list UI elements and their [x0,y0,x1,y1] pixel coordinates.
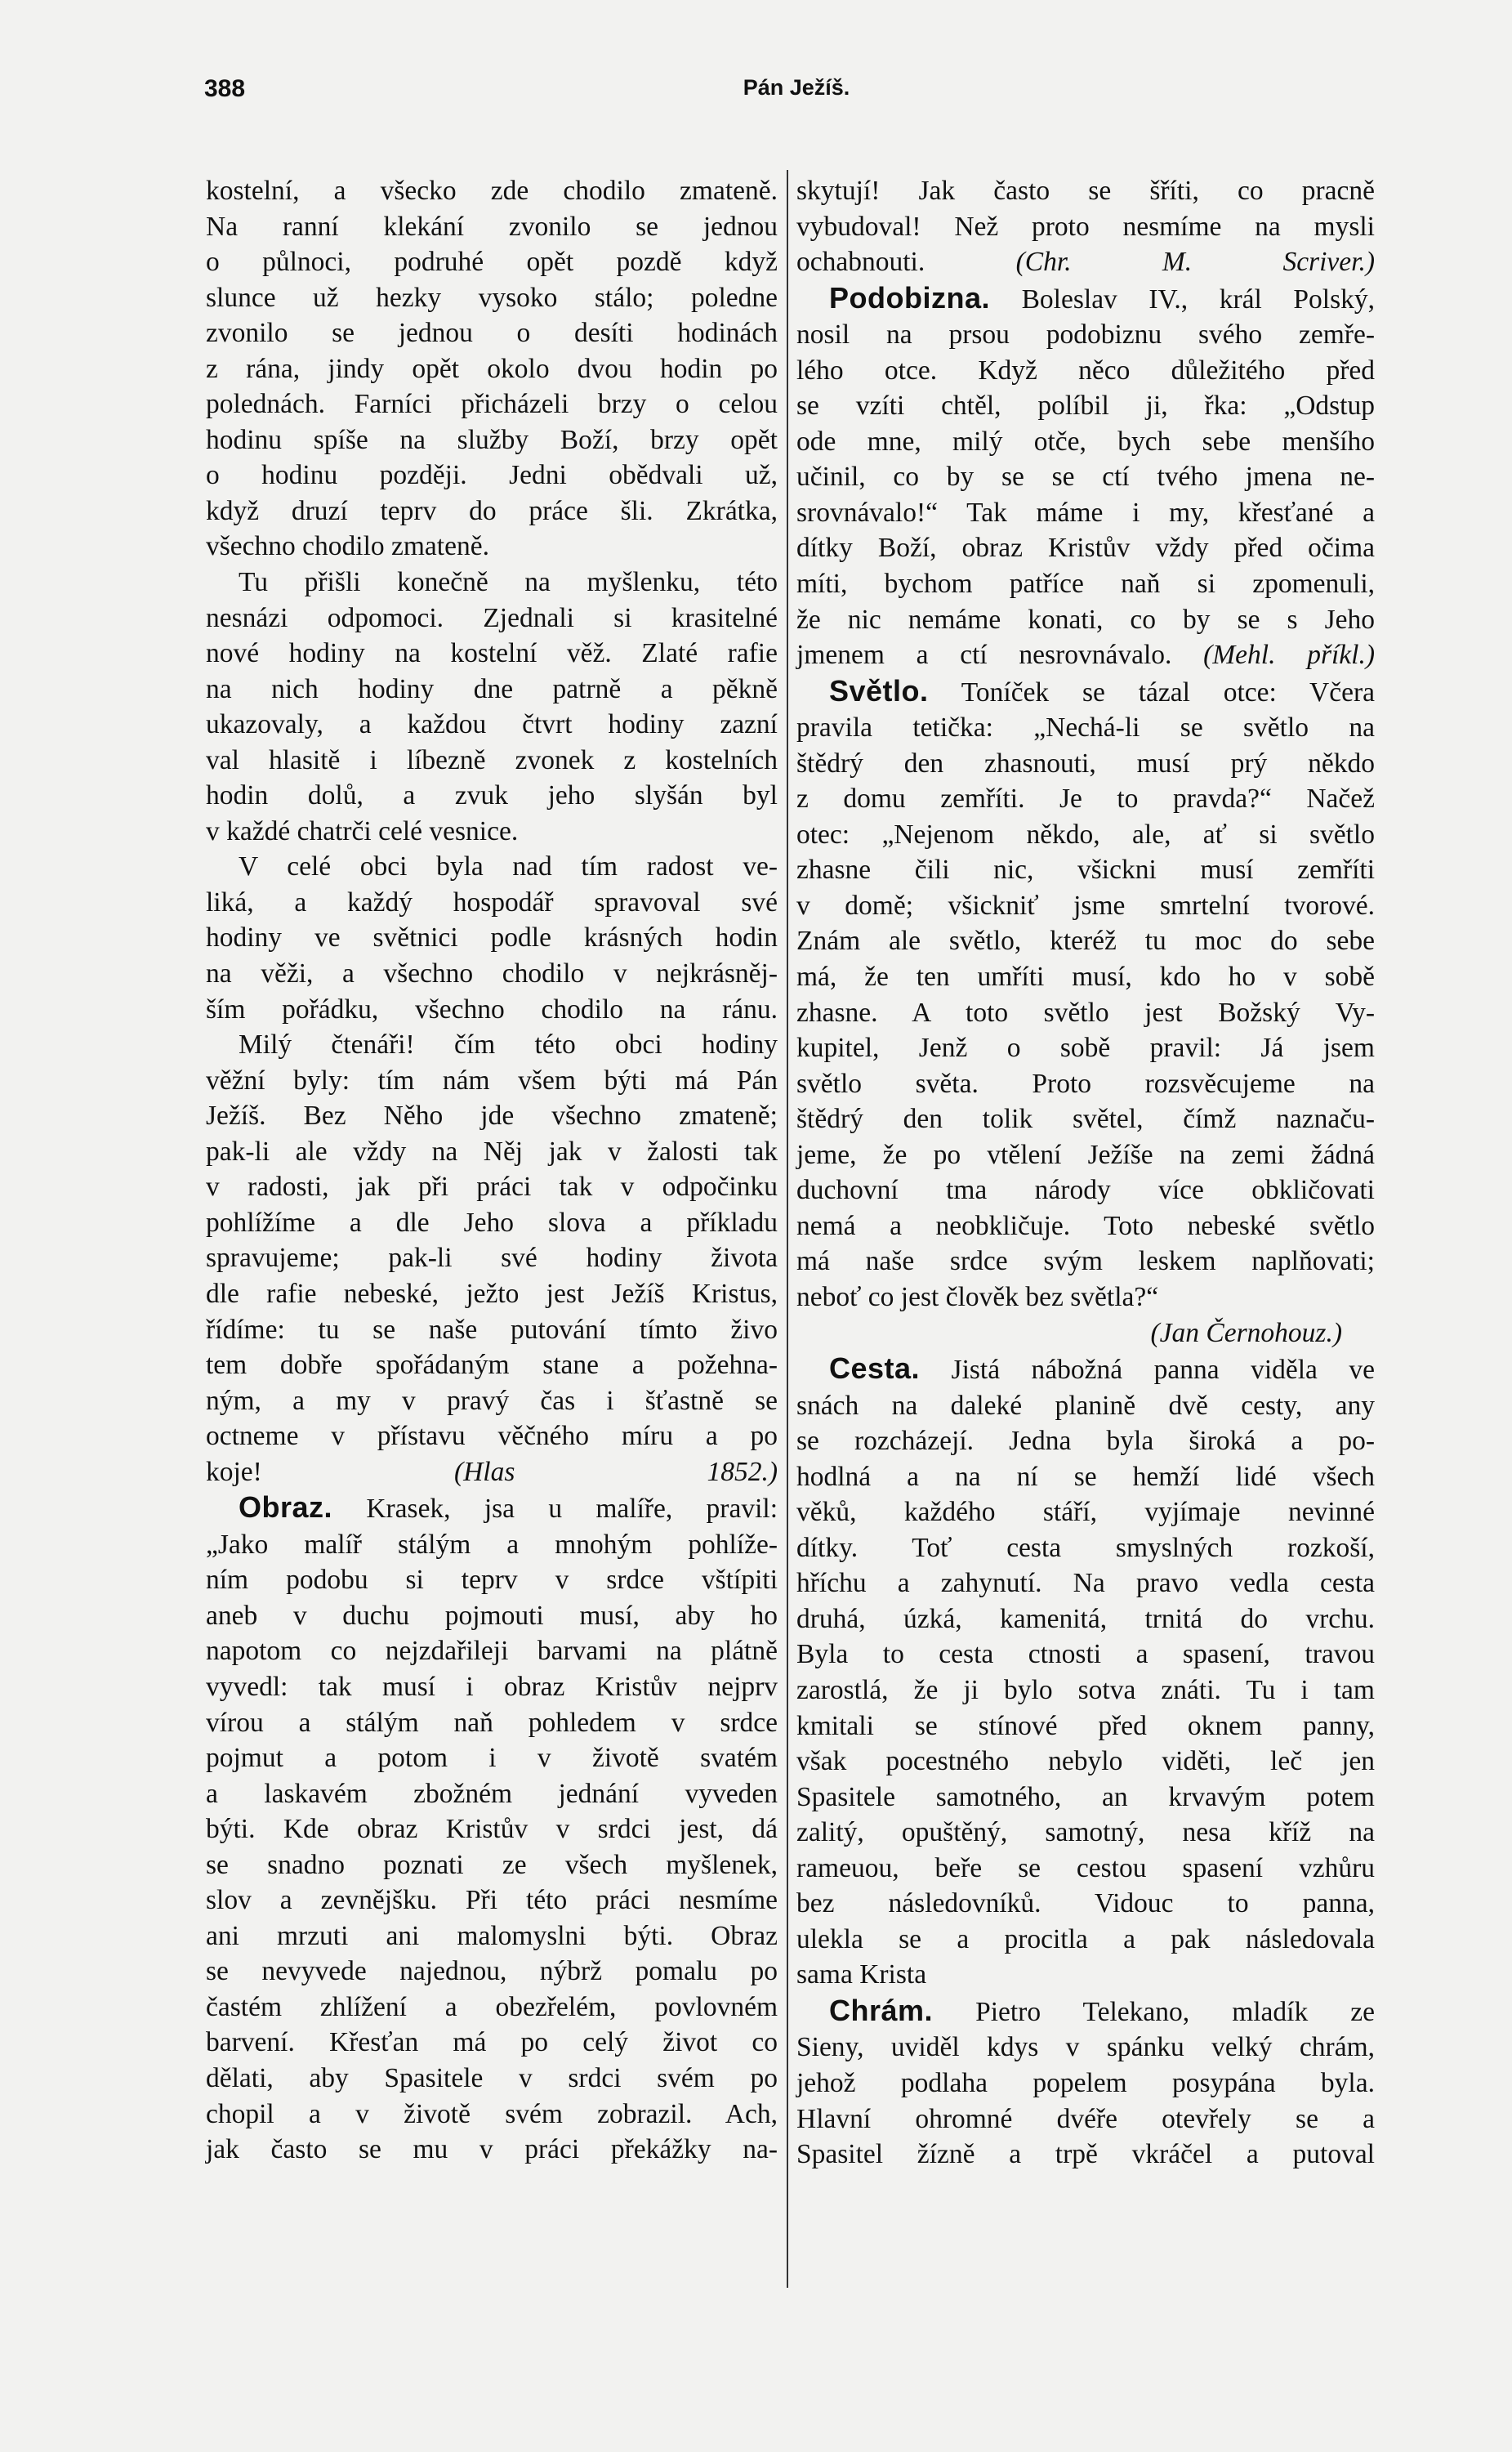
text-line: pak-li ale vždy na Něj jak v žalosti tak [206,1136,778,1167]
text-line: nemá a neobkličuje. Toto nebeské světlo [796,1210,1375,1241]
text-fragment: Boleslav IV., král Polský, [1021,284,1375,315]
entry-heading: Podobizna. [829,280,990,315]
paragraph [206,173,778,565]
page-header [204,75,1389,116]
text-line: V celé obci byla nad tím radost ve- [239,851,778,882]
entry-heading: Chrám. [829,1993,934,2027]
text-line: nosil na prsou podobiznu svého zemře- [796,319,1375,351]
text-line: vybudoval! Než proto nesmíme na mysli [796,211,1375,242]
text-line: duchovní tma národy více obkličovati [796,1175,1375,1206]
text-line: otec: „Nejenom někdo, ale, ať si světlo [796,819,1375,850]
text-line: Znám ale světlo, kteréž tu moc do sebe [796,926,1375,957]
text-line: kostelní, a všecko zde chodilo zmateně. [206,176,778,206]
text-line [796,1315,1375,1351]
text-line [796,673,1375,711]
text-line: učinil, co by se se ctí tvého jmena ne- [796,462,1375,493]
text-line: zhasne čili nic, všickni musí zemříti [796,855,1375,886]
text-line: vyvedl: tak musí i obraz Kristův nejprv [206,1671,778,1702]
paragraph [206,565,778,849]
text-line: býti. Kde obraz Kristův v srdci jest, dá [206,1814,778,1845]
text-line: zarostlá, že ji bylo sotva znáti. Tu i tam [796,1674,1375,1705]
text-line: spravujeme; pak-li své hodiny života [206,1243,778,1274]
text-line: z domu zemříti. Je to pravda?“ Načež [796,784,1375,815]
running-title: Pán Ježíš. [743,75,850,100]
text-line: skytují! Jak často se šříti, co pracně [796,176,1375,206]
text-line: štědrý den zhasnouti, musí prý někdo [796,748,1375,779]
left-column [206,173,778,2168]
text-fragment: Pietro Telekano, mladík ze [975,1996,1376,2027]
text-line: hodinu spíše na služby Boží, brzy opět [206,424,778,455]
text-line: všechno chodilo zmateně. [206,531,489,562]
text-line: val hlasitě i líbezně zvonek z kostelních [206,744,778,775]
text-line: o hodinu později. Jedni obědvali už, [206,460,778,491]
text-line: věků, každého stáří, vyjímaje nevinné [796,1497,1375,1528]
text-line: hodiny ve světnici podle krásných hodin [206,922,778,954]
text-line: chopil a v životě svém zobrazil. Ach, [206,2098,778,2129]
text-line: častém zhlížení a obezřelém, povlovném [206,1991,778,2022]
text-line: pojmut a potom i v životě svatém [206,1743,778,1774]
text-line: kmitali se stínové před oknem panny, [796,1710,1375,1741]
text-line [796,1993,1375,2030]
text-line: na věži, a všechno chodilo v nejkrásněj- [206,958,778,989]
text-line: napotom co nejzdařileji barvami na plátně [206,1636,778,1667]
text-line [796,1351,1375,1388]
source-citation: (Hlas 1852.) [453,1456,778,1487]
text-line: bez následovníků. Vidouc to panna, [796,1888,1375,1919]
text-line: když druzí teprv do práce šli. Zkrátka, [206,495,778,526]
text-fragment: Krasek, jsa u malíře, pravil: [366,1494,778,1525]
text-line: řídíme: tu se naše putování tímto živo [206,1314,778,1345]
text-line: octneme v přístavu věčného míru a po [206,1421,778,1452]
text-line: hříchu a zahynutí. Na pravo vedla cesta [796,1568,1375,1599]
text-line: tem dobře spořádaným stane a požehna- [206,1350,778,1381]
text-line: zalitý, opuštěný, samotný, nesa kříž na [796,1817,1375,1848]
text-line: jehož podlaha popelem posypána byla. [796,2067,1375,2098]
paragraph [796,1993,1375,2173]
text-line: rameuou, beře se cestou spasení vzhůru [796,1852,1375,1883]
text-line: sama Krista [796,1959,927,1990]
text-line: světlo světa. Proto rozsvěcujeme na [796,1068,1375,1099]
entry-heading: Obraz. [239,1490,333,1525]
text-line: o půlnoci, podruhé opět pozdě když [206,247,778,278]
text-line: věžní byly: tím nám všem býti má Pán [206,1065,778,1096]
text-line: že nic nemáme konati, co by se s Jeho [796,604,1375,635]
paragraph [796,280,1375,673]
text-line: má, že ten umříti musí, kdo ho v sobě [796,962,1375,993]
paragraph [206,849,778,1027]
text-line: pravila tetička: „Nechá-li se světlo na [796,712,1375,744]
text-fragment: Toníček se tázal otce: Včera [961,677,1376,708]
column-divider [787,170,788,2288]
text-line: Byla to cesta ctnosti a spasení, travou [796,1639,1375,1670]
paragraph [796,1351,1375,1993]
text-line: z rána, jindy opět okolo dvou hodin po [206,353,778,384]
source-citation: (Jan Černohouz.) [1150,1317,1342,1348]
text-line: zvonilo se jednou o desíti hodinách [206,318,778,349]
text-line: Milý čtenáři! čím této obci hodiny [239,1029,778,1061]
text-line: však pocestného nebylo viděti, leč jen [796,1746,1375,1777]
text-line: ani mrzuti ani malomyslni býti. Obraz [206,1920,778,1951]
text-line [206,1490,778,1527]
text-line [796,637,1375,673]
text-line: Tu přišli konečně na myšlenku, této [239,567,778,598]
text-line [796,280,1375,318]
text-line: má naše srdce svým leskem naplňovati; [796,1246,1375,1277]
text-fragment: jmenem a ctí nesrovnávalo. [796,640,1172,671]
text-line: jeme, že po vtělení Ježíše na zemi žádná [796,1139,1375,1170]
page-number: 388 [204,75,246,102]
text-line: ním podobu si teprv v srdce vštípiti [206,1565,778,1596]
text-line: Spasitel žízně a trpě vkráčel a putoval [796,2139,1375,2170]
text-line: lého otce. Když něco důležitého před [796,355,1375,386]
text-line: slunce už hezky vysoko stálo; poledne [206,282,778,313]
text-line: ode mne, milý otče, bych sebe menšího [796,426,1375,457]
text-line: druhá, úzká, kamenitá, trnitá do vrchu. [796,1603,1375,1634]
text-line: se rozcházejí. Jedna byla široká a po- [796,1426,1375,1457]
text-line: se snadno poznati ze všech myšlenek, [206,1849,778,1880]
text-line: Spasitele samotného, an krvavým potem [796,1781,1375,1812]
text-line: ným, a my v pravý čas i šťastně se [206,1385,778,1416]
text-line: zhasne. A toto světlo jest Božský Vy- [796,997,1375,1028]
source-citation: (Mehl. příkl.) [1203,640,1376,671]
text-fragment: Jistá nábožná panna viděla ve [951,1355,1376,1386]
text-line: v domě; všickniť jsme smrtelní tvorové. [796,890,1375,921]
text-line: štědrý den tolik světel, čímž naznaču- [796,1104,1375,1135]
right-column [796,173,1375,2173]
text-line: Na ranní klekání zvonilo se jednou [206,211,778,242]
paragraph [206,1490,778,2167]
text-line: snách na daleké planině dvě cesty, any [796,1390,1375,1421]
text-line: pohlížíme a dle Jeho slova a příkladu [206,1207,778,1238]
text-line: ulekla se a procitla a pak následovala [796,1923,1375,1954]
text-line: kupitel, Jenž o sobě pravil: Já jsem [796,1033,1375,1064]
text-line: ukazovaly, a každou čtvrt hodiny zazní [206,709,778,740]
text-line: se nevyvede najednou, nýbrž pomalu po [206,1956,778,1987]
text-fragment: koje! [206,1456,262,1487]
text-line: v radosti, jak při práci tak v odpočinku [206,1172,778,1203]
entry-heading: Světlo. [829,673,929,708]
text-line: vírou a stálým naň pohledem v srdce [206,1707,778,1738]
text-line: v každé chatrči celé vesnice. [206,815,519,846]
text-line: barvení. Křesťan má po celý život co [206,2027,778,2058]
text-line [206,1454,778,1490]
paragraph [206,1027,778,1490]
text-line: neboť co jest člověk bez světla?“ [796,1281,1159,1312]
text-line: nesnázi odpomoci. Zjednali si krasitelné [206,602,778,633]
text-line [796,244,1375,280]
paragraph [796,173,1375,280]
text-line: hodin dolů, a zvuk jeho slyšán byl [206,780,778,811]
text-line: míti, bychom patříce naň si zpomenuli, [796,569,1375,600]
paragraph [796,673,1375,1351]
text-line: aneb v duchu pojmouti musí, aby ho [206,1600,778,1631]
text-line: dělati, aby Spasitele v srdci svém po [206,2062,778,2093]
text-line: a laskavém zbožném jednání vyveden [206,1778,778,1809]
text-fragment: ochabnouti. [796,247,925,278]
text-line: „Jako malíř stálým a mnohým pohlíže- [206,1529,778,1560]
text-line: dítky. Toť cesta smyslných rozkoší, [796,1532,1375,1563]
text-line: srovnávalo!“ Tak máme i my, křesťané a [796,497,1375,528]
text-line: Ježíš. Bez Něho jde všechno zmateně; [206,1101,778,1132]
text-line: liká, a každý hospodář spravoval své [206,887,778,918]
source-citation: (Chr. M. Scriver.) [1015,247,1375,278]
entry-heading: Cesta. [829,1351,921,1386]
text-line: slov a zevnějšku. Při této práci nesmíme [206,1885,778,1916]
text-line: nové hodiny na kostelní věž. Zlaté rafie [206,638,778,669]
text-line: ším pořádku, všechno chodilo na ránu. [206,994,778,1025]
text-line: hodlná a na ní se hemží lidé všech [796,1461,1375,1492]
text-line: se vzíti chtěl, políbil ji, řka: „Odstup [796,391,1375,422]
text-line: polednách. Farníci přicházeli brzy o celou [206,389,778,420]
text-line: na nich hodiny dne patrně a pěkně [206,673,778,704]
text-line: Sieny, uviděl kdys v spánku velký chrám, [796,2032,1375,2063]
text-line: dítky Boží, obraz Kristův vždy před očima [796,533,1375,564]
text-line: Hlavní ohromné dvéře otevřely se a [796,2103,1375,2134]
text-line: jak často se mu v práci překážky na- [206,2134,778,2165]
text-line: dle rafie nebeské, ježto jest Ježíš Kristus, [206,1278,778,1309]
